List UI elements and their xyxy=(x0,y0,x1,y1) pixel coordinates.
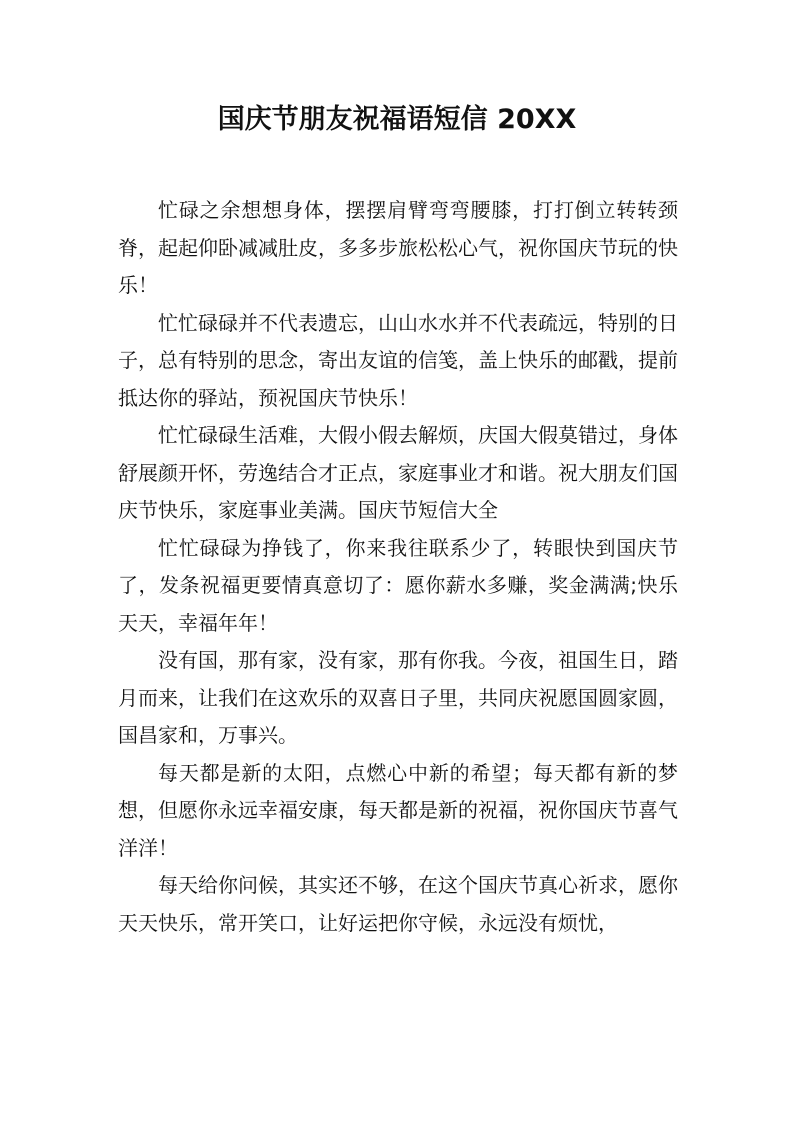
paragraph-7: 每天给你问候，其实还不够，在这个国庆节真心祈求，愿你天天快乐，常开笑口，让好运把你守候，永远没有烦忧， xyxy=(118,873,678,935)
paragraph-4: 忙忙碌碌为挣钱了，你来我往联系少了，转眼快到国庆节了，发条祝福更要情真意切了：愿你薪水多赚，奖金满满;快乐天天，幸福年年！ xyxy=(118,535,678,635)
document-body xyxy=(118,192,678,942)
paragraph-3: 忙忙碌碌生活难，大假小假去解烦，庆国大假莫错过，身体舒展颜开怀，劳逸结合才正点，家庭事业才和谐。祝大朋友们国庆节快乐，家庭事业美满。国庆节短信大全 xyxy=(118,423,678,522)
paragraph-6: 每天都是新的太阳，点燃心中新的希望；每天都有新的梦想，但愿你永远幸福安康，每天都是新的祝福，祝你国庆节喜气洋洋！ xyxy=(118,760,678,860)
document-title: 国庆节朋友祝福语短信 20XX xyxy=(217,104,577,135)
paragraph-5: 没有国，那有家，没有家，那有你我。今夜，祖国生日，踏月而来，让我们在这欢乐的双喜日子里，共同庆祝愿国圆家圆，国昌家和，万事兴。 xyxy=(118,648,678,747)
paragraph-1: 忙碌之余想想身体，摆摆肩臂弯弯腰膝，打打倒立转转颈脊，起起仰卧减减肚皮，多多步旅松松心气，祝你国庆节玩的快乐！ xyxy=(118,198,678,297)
paragraph-2: 忙忙碌碌并不代表遗忘，山山水水并不代表疏远，特别的日子，总有特别的思念，寄出友谊的信笺，盖上快乐的邮戳，提前抵达你的驿站，预祝国庆节快乐！ xyxy=(118,310,678,410)
